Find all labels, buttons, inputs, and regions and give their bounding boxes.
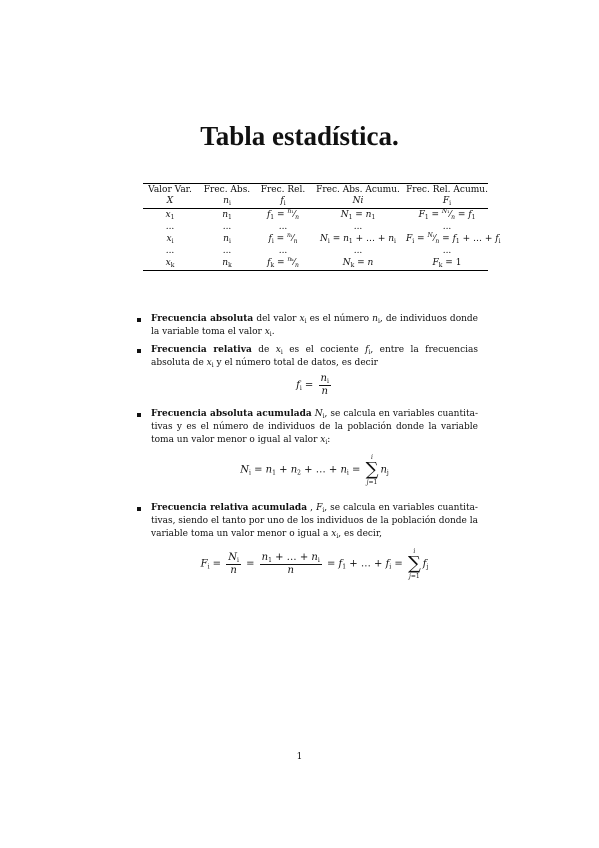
definition-frecuencia-absoluta-acumulada — [143, 408, 478, 447]
header-frec-rel-acumu: Frec. Rel. Acumu. — [406, 185, 488, 195]
cell-nk: $n_k$ — [222, 258, 232, 269]
cell-f1: $f_1$ = $^{n_1}⁄_n$ — [266, 208, 300, 221]
cell-ellipsis: ... — [442, 222, 452, 232]
table-row — [143, 257, 488, 270]
text: : — [327, 435, 331, 445]
cell-ellipsis: ... — [222, 246, 232, 256]
symbol-f: $f_i$ — [280, 196, 286, 207]
bullet — [137, 413, 141, 417]
symbol-n: $n_i$ — [223, 196, 231, 207]
cell-N1: $N_1 = n_1$ — [340, 210, 376, 221]
cell-x1: $x_1$ — [165, 210, 175, 221]
text: es el cociente — [282, 345, 366, 355]
header-frec-abs-acumu: Frec. Abs. Acumu. — [316, 185, 400, 195]
term: Frecuencia absoluta acumulada — [151, 409, 312, 419]
cell-ellipsis: ... — [353, 246, 363, 256]
bullet — [137, 507, 141, 511]
text: , se calcula en variables cuantita-tivas y es el número de individuos de la población donde la variable toma un valor menor o igual al valor — [151, 409, 478, 445]
bullet — [137, 318, 141, 322]
cell-fk: $f_k$ = $^{n_k}⁄_n$ — [267, 256, 299, 269]
cell-ni: $n_i$ — [223, 234, 231, 245]
equation-Ni: $N_i = n_1 + n_2$ + … + $n_i$ = i ∑ j=1 $n_j$ — [240, 454, 389, 486]
term: Frecuencia absoluta — [151, 314, 254, 324]
text: del valor — [253, 314, 300, 324]
term: Frecuencia relativa — [151, 345, 252, 355]
definition-frecuencia-absoluta — [143, 313, 478, 339]
text: , entre la frecuencias absoluta de — [151, 345, 478, 368]
text: de — [251, 345, 276, 355]
text: , se calcula en variables cuantita-tivas, siendo el tanto por uno de los individuos de la población donde la variable toma un valor menor o igual a — [151, 503, 478, 539]
cell-ellipsis: ... — [165, 222, 175, 232]
header-frec-rel: Frec. Rel. — [260, 185, 306, 195]
definition-text: Frecuencia absoluta acumulada $N_i$, se calcula en variables cuantita-tivas y es el número de individuos de la población donde la variable toma un valor menor o igual al valor $x_i$: — [151, 409, 478, 446]
definition-frecuencia-relativa — [143, 344, 478, 370]
summation-icon: i ∑ j=1 — [407, 548, 421, 580]
text: , de individuos donde la variable toma el valor — [151, 314, 478, 337]
equation-Fi: $F_i$ = $\frac{N_i}{n}$ = $\frac{n_1 + \dots + n_i}{n}$ = $f_1$ + … + $f_i$ = i ∑ j=1 $f_j$ — [200, 548, 429, 580]
cell-ellipsis: ... — [353, 222, 363, 232]
cell-ellipsis: ... — [278, 222, 288, 232]
definition-text: Frecuencia absoluta del valor $x_i$ es el número $n_i$, de individuos donde la variable toma el valor $x_i$. — [151, 314, 478, 338]
cell-Ni: $N_i = n_1$ + … + $n_i$ — [320, 234, 396, 245]
text: , es decir, — [338, 529, 382, 539]
symbol-F: $F_i$ — [442, 196, 452, 207]
cell-ellipsis: ... — [442, 246, 452, 256]
header-frec-abs: Frec. Abs. — [203, 185, 251, 195]
cell-xk: $x_k$ — [165, 258, 175, 269]
term: Frecuencia relativa acumulada — [151, 503, 308, 513]
cell-n1: $n_1$ — [222, 210, 232, 221]
definition-frecuencia-relativa-acumulada — [143, 502, 478, 541]
table-symbol-row — [143, 195, 488, 208]
cell-F1: $F_1$ = $^{N_1}⁄_n = f_1$ — [418, 208, 476, 221]
equation-fi: $f_i$ = $\frac{n_i}{n}$ — [296, 373, 329, 397]
cell-ellipsis: ... — [165, 246, 175, 256]
symbol-x: X — [166, 196, 174, 206]
text: es el número — [306, 314, 373, 324]
cell-Fi: $F_i$ = $^{Nᵢ}⁄_n = f_1$ + … + $f_i$ — [406, 232, 501, 245]
symbol-N: Ni — [352, 196, 364, 206]
page-number: 1 — [296, 752, 303, 762]
text: . — [271, 327, 275, 337]
cell-xi: $x_i$ — [166, 234, 174, 245]
text: y el número total de datos, es decir — [213, 358, 378, 368]
definition-text: Frecuencia relativa de $x_i$ es el cociente $f_i$, entre la frecuencias absoluta de $x_i$ y el número total de datos, es decir — [151, 345, 478, 369]
text: , — [307, 503, 317, 513]
cell-ellipsis: ... — [222, 222, 232, 232]
page-title: Tabla estadística. — [200, 121, 399, 151]
bullet — [137, 349, 141, 353]
summation-icon: i ∑ j=1 — [365, 454, 379, 486]
definition-text: Frecuencia relativa acumulada , $F_i$, se calcula en variables cuantita-tivas, siendo el tanto por uno de los individuos de la población donde la variable toma un valor menor o igual a $x_i$, es decir, — [151, 503, 478, 540]
cell-ellipsis: ... — [278, 246, 288, 256]
cell-fi: $f_i$ = $^{nᵢ}⁄_n$ — [268, 232, 298, 245]
cell-Nk: $N_k = n$ — [342, 258, 374, 269]
table-bottom-rule — [143, 270, 488, 271]
cell-Fk: $F_k = 1$ — [432, 258, 462, 269]
header-valor-var: Valor Var. — [148, 185, 192, 195]
